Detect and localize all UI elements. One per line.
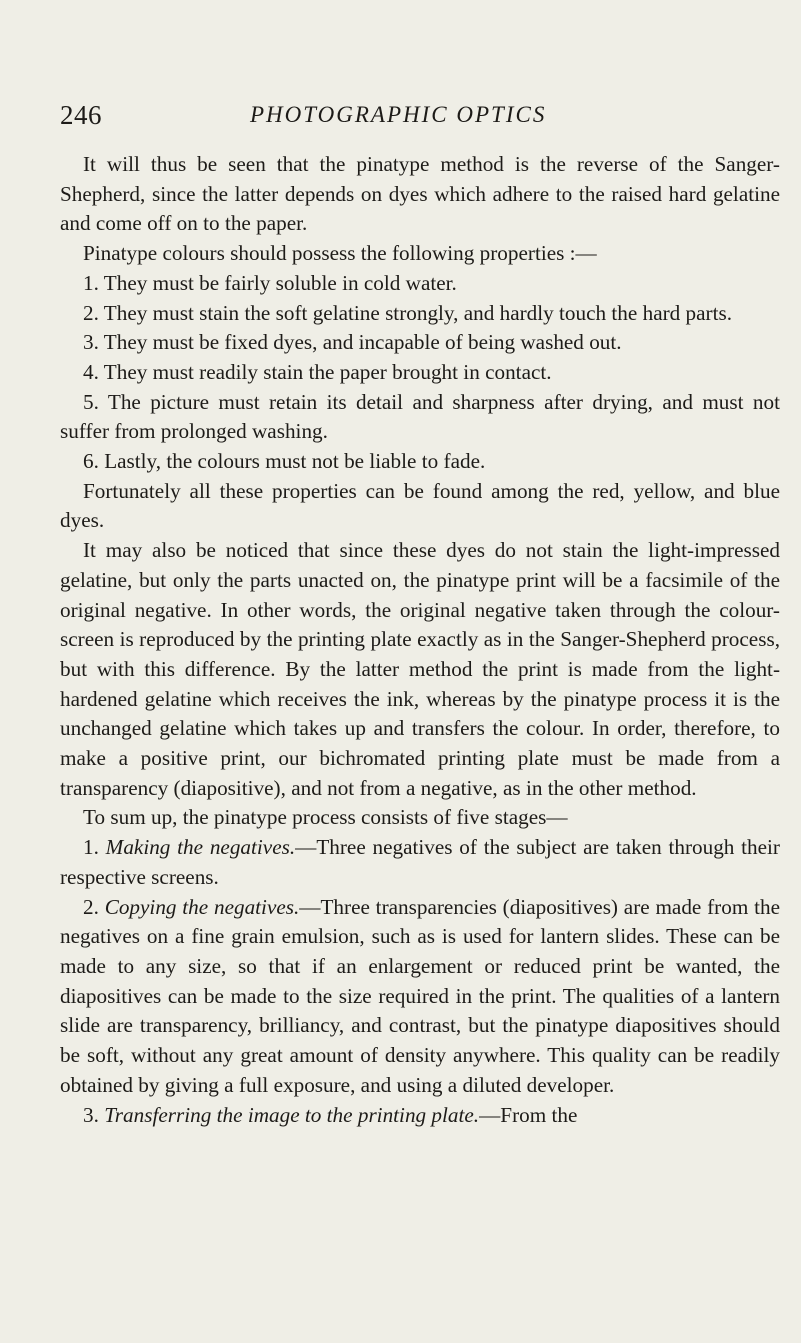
- stage-text: —Three negatives of the subject are taken through their respective screens.: [60, 835, 780, 889]
- property-item: 4. They must readily stain the paper brought in contact.: [83, 359, 552, 384]
- body-text: [60, 150, 780, 1130]
- page-header: [60, 100, 780, 150]
- paragraph: It will thus be seen that the pinatype method is the reverse of the Sanger-Shepherd, since the latter depends on dyes which adhere to the raised hard gelatine and come off on to the paper.: [60, 152, 780, 236]
- stage-title: Making the negatives.: [105, 835, 296, 860]
- running-head: PHOTOGRAPHIC OPTICS: [250, 102, 547, 127]
- stage-item: [60, 1101, 780, 1131]
- paragraph: Pinatype colours should possess the following properties :—: [83, 241, 597, 266]
- page-number: 246: [60, 100, 102, 130]
- paragraph: To sum up, the pinatype process consists of five stages—: [83, 805, 568, 830]
- stage-item: [60, 893, 780, 1101]
- paragraph: Fortunately all these properties can be found among the red, yellow, and blue dyes.: [60, 478, 780, 533]
- stage-text: —From the: [479, 1102, 578, 1127]
- property-item: 3. They must be fixed dyes, and incapable of being washed out.: [83, 330, 622, 355]
- stage-item: [60, 833, 780, 892]
- book-page: [60, 100, 780, 1130]
- stage-title: Transferring the image to the printing plate.: [104, 1102, 480, 1127]
- paragraph: It may also be noticed that since these dyes do not stain the light-impressed gelatine, but only the parts unacted on, the pinatype print will be a facsimile of the original negative. In other words, the original negative taken through the colour-screen is reproduced by the printing plate exactly as in the Sanger-Shepherd process, but with this difference. By the latter method the print is made from the light-hardened gelatine which receives the ink, whereas by the pinatype process it is the unchanged gelatine which takes up and transfers the colour. In order, therefore, to make a positive print, our bichromated printing plate must be made from a transparency (diapositive), and not from a negative, as in the other method.: [60, 538, 780, 800]
- stage-number: 2.: [83, 894, 99, 919]
- stage-number: 1.: [83, 835, 99, 860]
- property-item: 6. Lastly, the colours must not be liable to fade.: [83, 449, 486, 474]
- stage-text: —Three transparencies (diapositives) are made from the negatives on a fine grain emulsion, such as is used for lantern slides. These can be made to any size, so that if an enlargement or reduced print be wanted, the diapositives can be made to the size required in the print. The qualities of a lantern slide are transparency, brilliancy, and contrast, but the pinatype diapositives should be soft, without any great amount of density anywhere. This quality can be readily obtained by giving a full exposure, and using a diluted developer.: [60, 894, 780, 1097]
- stage-title: Copying the negatives.: [104, 894, 300, 919]
- property-item: 1. They must be fairly soluble in cold water.: [83, 270, 457, 295]
- property-item: 2. They must stain the soft gelatine strongly, and hardly touch the hard parts.: [83, 300, 733, 325]
- property-item: 5. The picture must retain its detail and sharpness after drying, and must not suffer from prolonged washing.: [60, 389, 780, 444]
- stage-number: 3.: [83, 1102, 99, 1127]
